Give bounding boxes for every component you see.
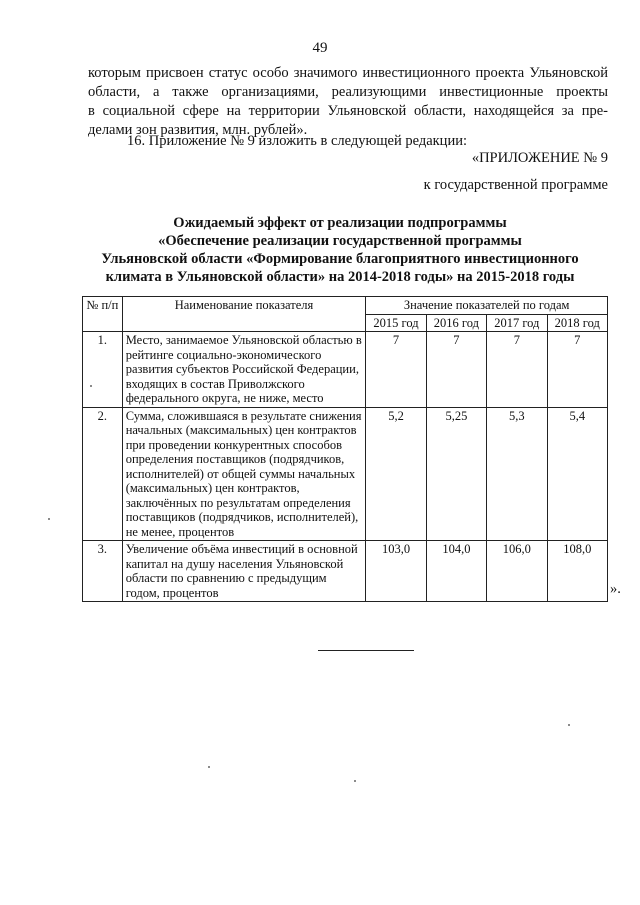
scan-speck [568, 724, 570, 726]
indicators-table [82, 296, 608, 602]
scan-speck [354, 780, 356, 782]
header-year: 2016 год [426, 314, 486, 332]
header-group: Значение показателей по годам [366, 297, 608, 315]
heading-line: Ульяновской области «Формирование благоприятного инвестиционного [101, 251, 579, 267]
value-cell: 106,0 [487, 541, 547, 602]
scan-speck [48, 518, 50, 520]
table-row [83, 407, 608, 541]
indicator-name: Увеличение объёма инвестиций в основной капитал на душу населения Ульяновской области по сравнению с предыдущим годом, процентов [122, 541, 366, 602]
value-cell: 108,0 [547, 541, 607, 602]
value-cell: 7 [487, 332, 547, 408]
appendix-subtitle: к государственной программе [423, 177, 608, 193]
value-cell: 7 [547, 332, 607, 408]
intro-paragraph [88, 64, 608, 140]
indicator-name: Место, занимаемое Ульяновской областью в рейтинге социально-экономического развития субъектов Российской Федерации, входящих в состав Приволжского федерального округа, не ниже, место [122, 332, 366, 408]
value-cell: 5,2 [366, 407, 426, 541]
page-number: 49 [312, 40, 328, 56]
header-name: Наименование показателя [122, 297, 366, 332]
value-cell: 7 [426, 332, 486, 408]
table-row [83, 332, 608, 408]
header-year: 2017 год [487, 314, 547, 332]
appendix-title: «ПРИЛОЖЕНИЕ № 9 [471, 150, 608, 166]
table-header-row [83, 297, 608, 315]
closing-quote: ». [610, 581, 621, 597]
intro-line: в социальной сфере на территории Ульяновской области, находящейся за пре- [88, 103, 608, 119]
value-cell: 5,3 [487, 407, 547, 541]
value-cell: 104,0 [426, 541, 486, 602]
intro-line: области, а также организациями, реализующими инвестиционные проекты [88, 84, 608, 100]
value-cell: 5,25 [426, 407, 486, 541]
item-16-text: 16. Приложение № 9 изложить в следующей редакции: [127, 133, 467, 149]
value-cell: 103,0 [366, 541, 426, 602]
separator-line [318, 650, 414, 651]
indicator-name: Сумма, сложившаяся в результате снижения начальных (максимальных) цен контрактов при проведении конкурентных способов определения поставщиков (подрядчиков, исполнителей) от общей суммы начальных (максимальных) цен контрактов, заключённых по результатам определения поставщиков (подрядчиков, исполнителей), не менее, процентов [122, 407, 366, 541]
intro-line: которым присвоен статус особо значимого инвестиционного проекта Ульяновской [88, 65, 608, 81]
scan-speck [208, 766, 210, 768]
value-cell: 5,4 [547, 407, 607, 541]
heading-line: климата в Ульяновской области» на 2014-2018 годы» на 2015-2018 годы [105, 269, 575, 285]
header-num: № п/п [83, 297, 123, 332]
header-year: 2018 год [547, 314, 607, 332]
scan-speck [90, 385, 92, 387]
row-number: 1. [83, 332, 123, 408]
intro-line: делами зон развития, млн. рублей». [88, 122, 308, 138]
row-number: 3. [83, 541, 123, 602]
row-number: 2. [83, 407, 123, 541]
heading-line: «Обеспечение реализации государственной программы [158, 233, 522, 249]
header-year: 2015 год [366, 314, 426, 332]
heading-line: Ожидаемый эффект от реализации подпрограммы [173, 215, 507, 231]
table-row [83, 541, 608, 602]
value-cell: 7 [366, 332, 426, 408]
table-heading [70, 214, 610, 286]
